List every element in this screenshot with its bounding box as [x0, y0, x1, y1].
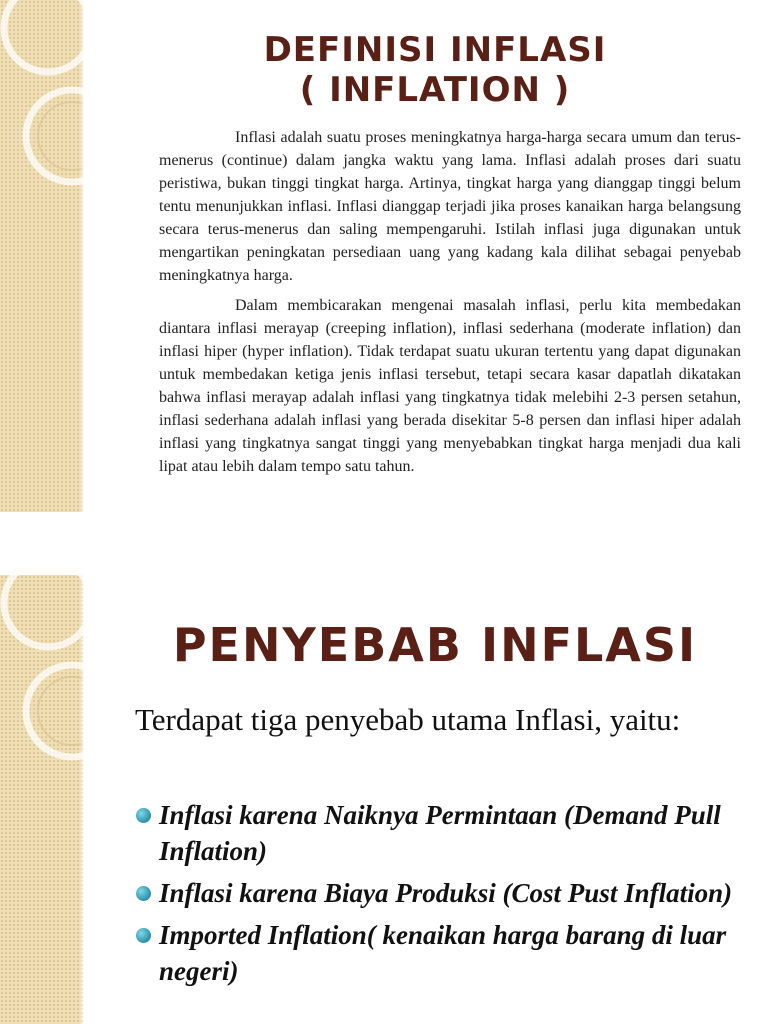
list-item-text: Imported Inflation( kenaikan harga barang di luar negeri) — [159, 920, 727, 986]
paragraph: Inflasi adalah suatu proses meningkatnya harga-harga secara umum dan terus-menerus (continue) dalam jangka waktu yang lama. Inflasi adalah proses dari suatu peristiwa, bukan tinggi tingkat harga. Artinya, tingkat harga yang dianggap tinggi belum tentu menunjukkan inflasi. Inflasi dianggap terjadi jika proses kanaikan harga belangsung secara terus-menerus dan saling mempengaruhi. Istilah inflasi juga digunakan untuk mengartikan peningkatan persediaan uang yang kadang kala dilihat sebagai penyebab meningkatnya harga. — [159, 129, 741, 284]
intro-text: Terdapat tiga penyebab utama Inflasi, yaitu: — [135, 702, 681, 737]
list-item — [135, 917, 745, 989]
list-item-text: Inflasi karena Biaya Produksi (Cost Pust Inflation) — [159, 878, 733, 908]
list-item-text: Inflasi karena Naiknya Permintaan (Demand Pull Inflation) — [159, 800, 721, 866]
list-item — [135, 875, 745, 911]
slide-penyebab-inflasi — [0, 575, 768, 1024]
slide-title — [130, 30, 740, 110]
decorative-border — [0, 0, 84, 512]
definition-text — [159, 126, 741, 485]
list-item — [135, 797, 745, 869]
paragraph: Dalam membicarakan mengenai masalah inflasi, perlu kita membedakan diantara inflasi merayap (creeping inflation), inflasi sederhana (moderate inflation) dan inflasi hiper (hyper inflation). Tidak terdapat suatu ukuran tertentu yang dapat digunakan untuk membedakan ketiga jenis inflasi tersebut, tetapi secara kasar dapatlah dikatakan bahwa inflasi merayap adalah inflasi yang tingkatnya tidak melebihi 2-3 persen setahun, inflasi sederhana adalah inflasi yang berada disekitar 5-8 persen dan inflasi hiper adalah inflasi yang tingkatnya sangat tinggi yang menyebabkan tingkat harga menjadi dua kali lipat atau lebih dalam tempo satu tahun. — [159, 297, 741, 475]
slide-title: PENYEBAB INFLASI — [172, 618, 698, 672]
title-line-1: DEFINISI INFLASI — [263, 30, 607, 70]
bullet-icon — [136, 928, 151, 943]
bullet-icon — [136, 808, 151, 823]
title-line-2: ( INFLATION ) — [299, 70, 571, 110]
bullet-icon — [136, 886, 151, 901]
decorative-rings — [0, 0, 84, 512]
decorative-rings — [0, 575, 84, 1024]
decorative-border — [0, 575, 84, 1024]
cause-list — [135, 797, 745, 995]
